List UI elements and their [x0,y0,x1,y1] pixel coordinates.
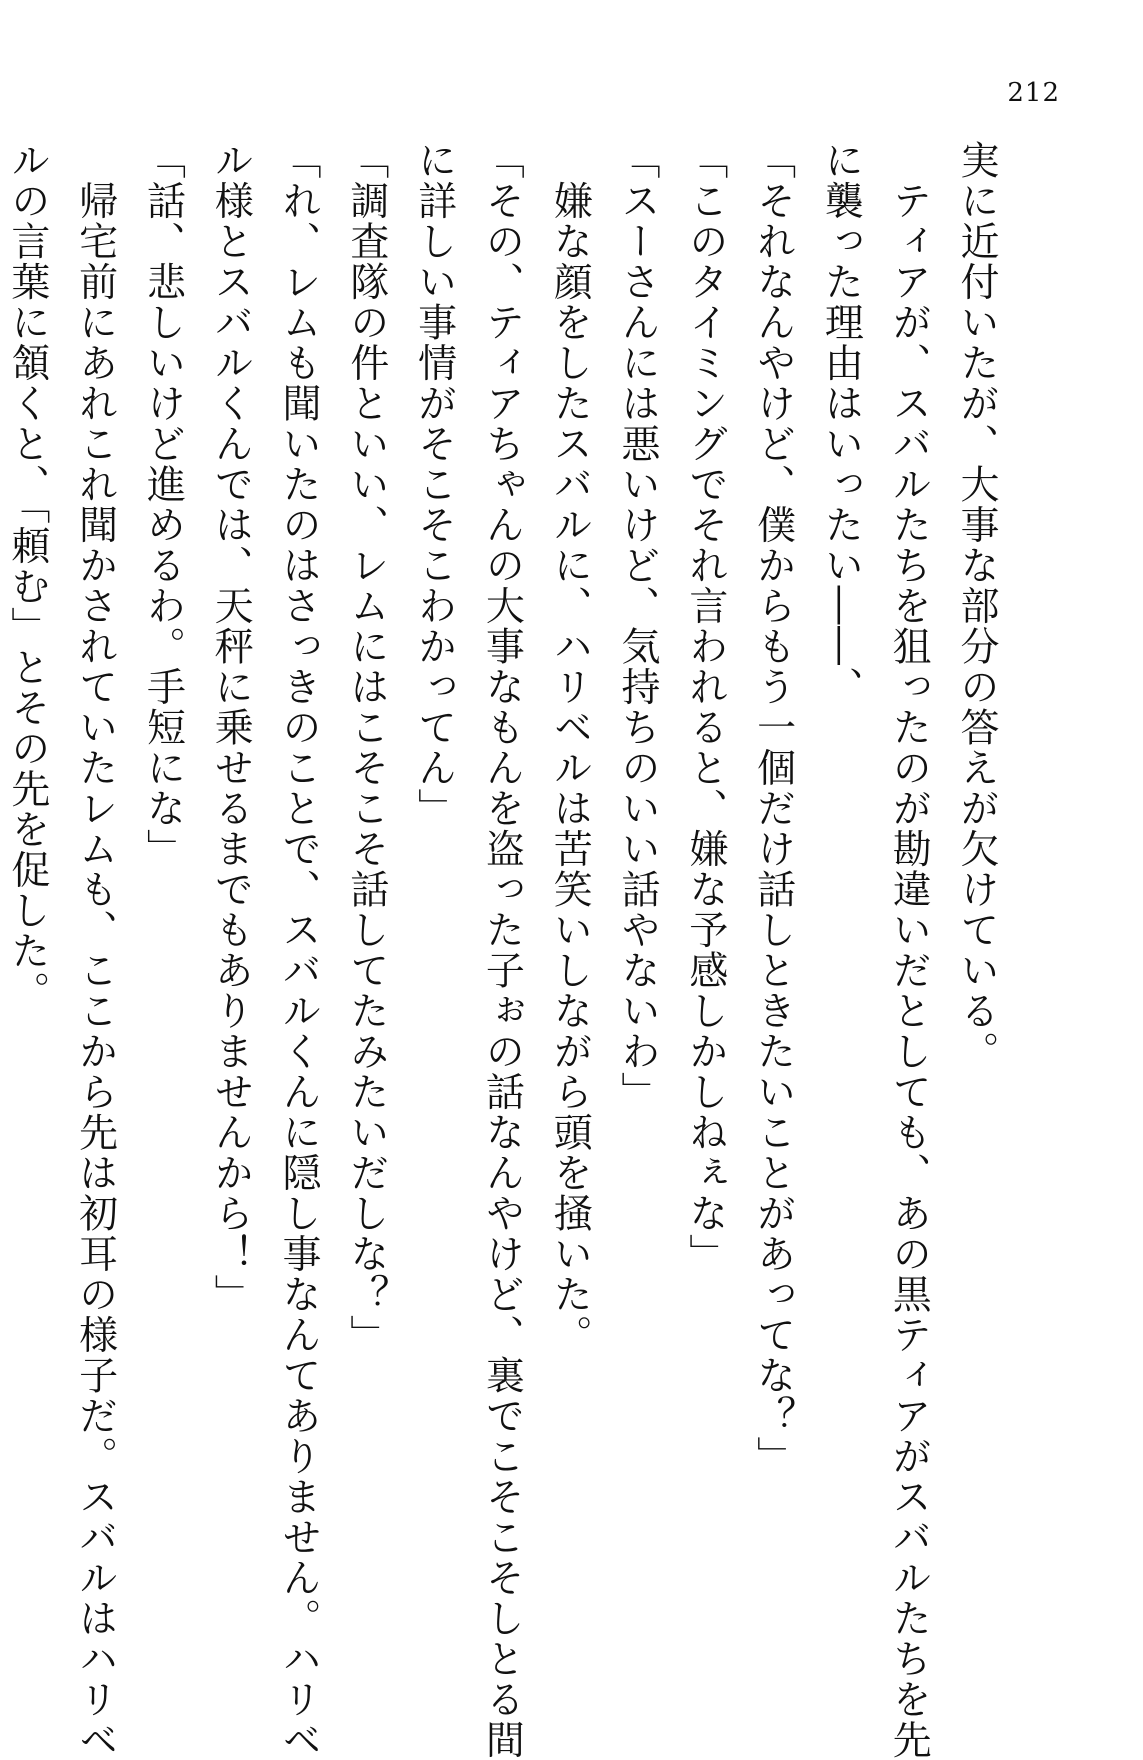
text-line-4: 「それなんやけど、僕からもう一個だけ話しときたいことがあってな？」 [750,140,796,1477]
text-line-15: ルの言葉に頷くと、「頼む」とその先を促した。 [4,140,50,1012]
body-text [4,140,1010,1760]
text-line-9: に詳しい事情がそこそこわかってん」 [411,140,457,829]
text-line-7: 嫌な顔をしたスバルに、ハリベルは苦笑いしながら頭を掻いた。 [547,140,593,1355]
text-line-2: ティアが、スバルたちを狙ったのが勘違いだとしても、あの黒ティアがスバルたちを先 [886,140,932,1760]
text-line-14: 帰宅前にあれこれ聞かされていたレムも、ここから先は初耳の様子だ。スバルはハリベ [72,140,118,1760]
text-line-10: 「調査隊の件といい、レムにはこそこそ話してたみたいだしな？」 [343,140,389,1355]
text-line-12: ル様とスバルくんでは、天秤に乗せるまでもありませんから！」 [208,140,254,1315]
text-line-1: 実に近付いたが、大事な部分の答えが欠けている。 [954,140,999,1072]
text-line-6: 「スーさんには悪いけど、気持ちのいい話やないわ」 [615,140,661,1112]
text-line-13: 「話、悲しいけど進めるわ。手短にな」 [140,140,186,869]
text-line-3: に襲った理由はいったい――、 [818,140,864,707]
text-line-11: 「れ、レムも聞いたのはさっきのことで、スバルくんに隠し事なんてありません。ハリベ [276,140,322,1760]
text-line-8: 「その、ティアちゃんの大事なもんを盗った子ぉの話なんやけど、裏でこそこそしとる間 [479,140,525,1760]
page-number: 212 [1007,78,1060,108]
text-line-5: 「このタイミングでそれ言われると、嫌な予感しかしねぇな」 [682,140,728,1274]
